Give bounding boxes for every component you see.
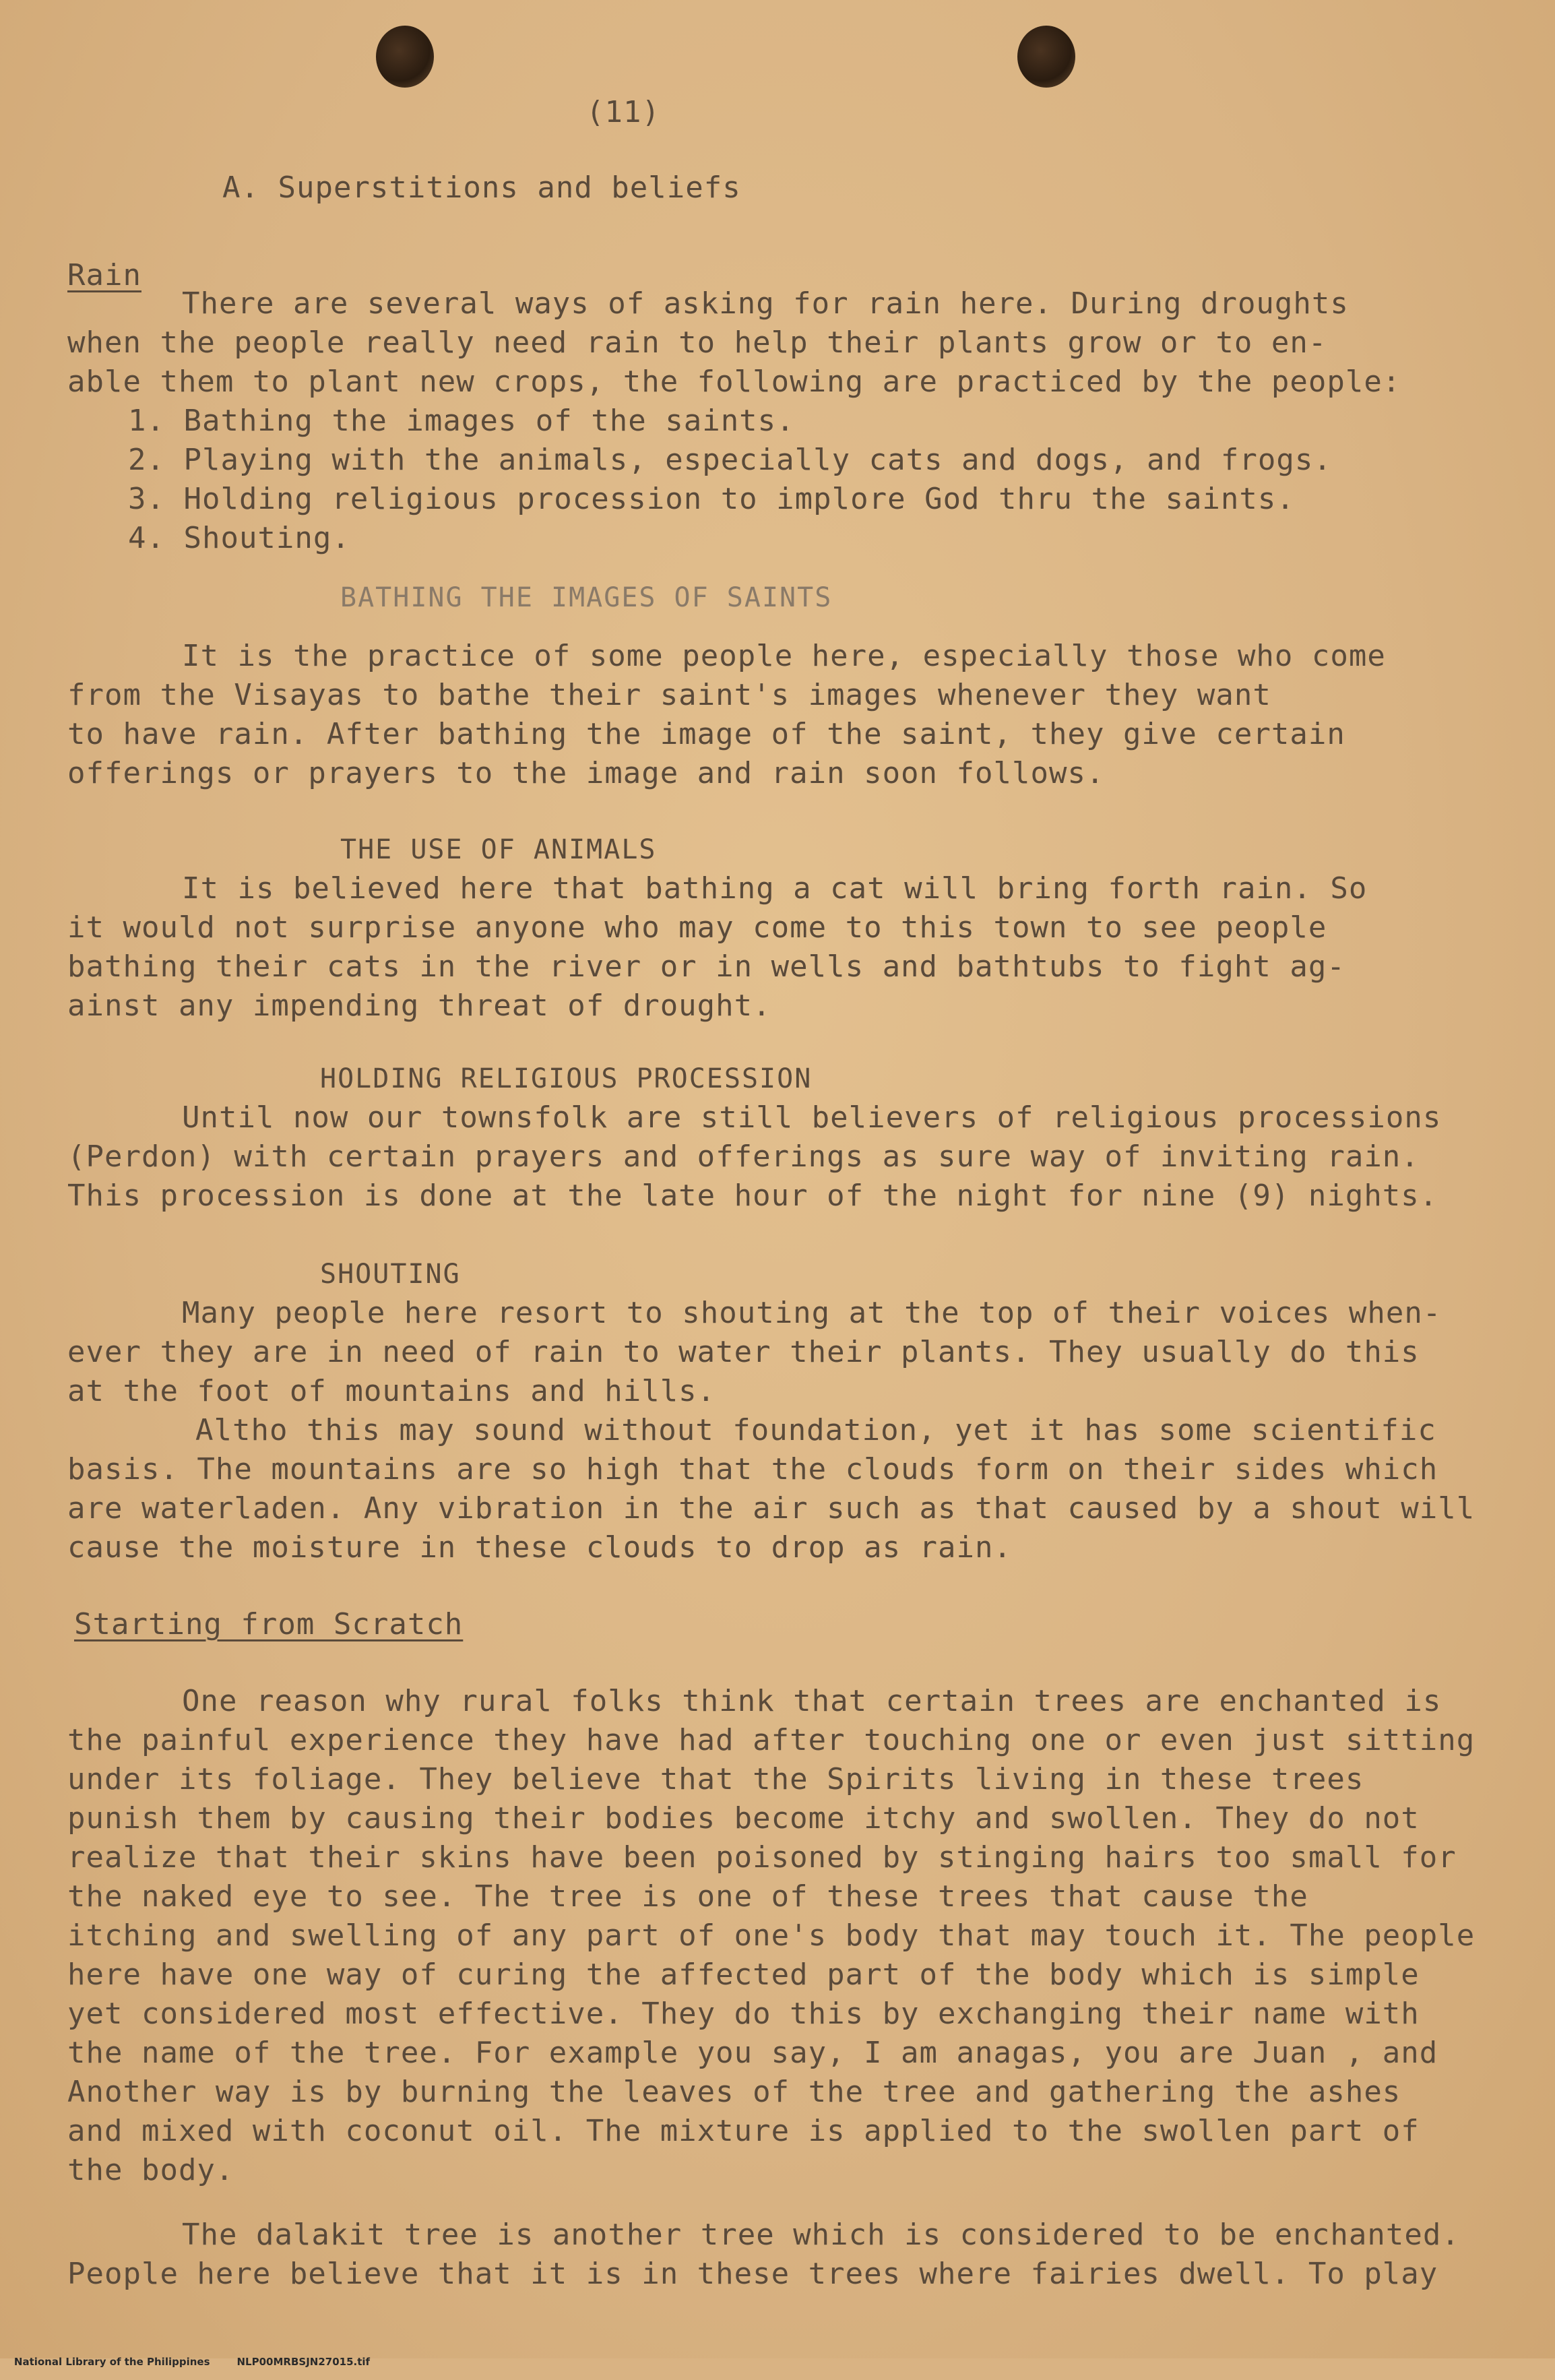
rain-list-item: 1. Bathing the images of the saints. — [128, 404, 795, 438]
rain-list-item: 4. Shouting. — [128, 521, 350, 555]
scratch-line: the name of the tree. For example you say, I am anagas, you are Juan , and — [67, 2036, 1438, 2070]
animals-line: ainst any impending threat of drought. — [67, 989, 771, 1023]
shouting-line: are waterladen. Any vibration in the air such as that caused by a shout will — [67, 1491, 1475, 1526]
animals-line: bathing their cats in the river or in wells and bathtubs to fight ag- — [67, 949, 1345, 984]
animals-heading: THE USE OF ANIMALS — [340, 834, 657, 865]
bathing-line: It is the practice of some people here, especially those who come — [182, 639, 1386, 673]
scratch-line: yet considered most effective. They do this by exchanging their name with — [67, 1997, 1420, 2031]
shouting-line: Many people here resort to shouting at the top of their voices when- — [182, 1296, 1442, 1330]
shouting-line: cause the moisture in these clouds to drop as rain. — [67, 1530, 1013, 1565]
scratch-line: Another way is by burning the leaves of the tree and gathering the ashes — [67, 2075, 1401, 2109]
rain-label: Rain — [67, 258, 141, 292]
animals-line: It is believed here that bathing a cat will bring forth rain. So — [182, 871, 1368, 906]
bathing-line: offerings or prayers to the image and rain soon follows. — [67, 756, 1105, 790]
scan-footer — [0, 2344, 397, 2380]
scratch-label: Starting from Scratch — [74, 1607, 464, 1641]
rain-list-item: 2. Playing with the animals, especially cats and dogs, and frogs. — [128, 443, 1332, 477]
scratch-line: itching and swelling of any part of one's body that may touch it. The people — [67, 1918, 1475, 1953]
scratch-line: The dalakit tree is another tree which is considered to be enchanted. — [182, 2218, 1460, 2252]
shouting-line: at the foot of mountains and hills. — [67, 1374, 716, 1408]
procession-heading: HOLDING RELIGIOUS PROCESSION — [320, 1063, 813, 1094]
bathing-line: from the Visayas to bathe their saint's images whenever they want — [67, 678, 1271, 712]
footer-file: NLP00MRBSJN27015.tif — [236, 2356, 371, 2368]
shouting-heading: SHOUTING — [320, 1259, 461, 1290]
rain-intro-line: able them to plant new crops, the following are practiced by the people: — [67, 365, 1401, 399]
scratch-line: the body. — [67, 2153, 234, 2187]
shouting-line: Altho this may sound without foundation, yet it has some scientific — [195, 1413, 1436, 1447]
scratch-line: punish them by causing their bodies become itchy and swollen. They do not — [67, 1801, 1420, 1836]
procession-line: Until now our townsfolk are still believers of religious processions — [182, 1100, 1442, 1135]
procession-line: This procession is done at the late hour of the night for nine (9) nights. — [67, 1179, 1438, 1213]
punch-hole-right-icon — [1017, 26, 1075, 88]
bathing-heading: BATHING THE IMAGES OF SAINTS — [340, 582, 833, 613]
shouting-line: basis. The mountains are so high that the clouds form on their sides which — [67, 1452, 1438, 1486]
scratch-line: realize that their skins have been poisoned by stinging hairs too small for — [67, 1840, 1457, 1875]
rain-intro-line: when the people really need rain to help their plants grow or to en- — [67, 325, 1327, 360]
scratch-line: One reason why rural folks think that certain trees are enchanted is — [182, 1684, 1442, 1718]
section-title: A. Superstitions and beliefs — [222, 170, 741, 205]
scratch-line: and mixed with coconut oil. The mixture is applied to the swollen part of — [67, 2114, 1420, 2148]
footer-library: National Library of the Philippines — [13, 2356, 210, 2368]
rain-intro-line: There are several ways of asking for rain here. During droughts — [182, 286, 1349, 321]
rain-list-item: 3. Holding religious procession to implore God thru the saints. — [128, 482, 1295, 516]
scratch-line: under its foliage. They believe that the Spirits living in these trees — [67, 1762, 1364, 1796]
animals-line: it would not surprise anyone who may come to this town to see people — [67, 910, 1327, 945]
bathing-line: to have rain. After bathing the image of the saint, they give certain — [67, 717, 1345, 751]
page-number: (11) — [586, 95, 660, 129]
scratch-line: People here believe that it is in these trees where fairies dwell. To play — [67, 2257, 1438, 2291]
scratch-line: the painful experience they have had after touching one or even just sitting — [67, 1723, 1475, 1757]
punch-hole-left-icon — [376, 26, 434, 88]
shouting-line: ever they are in need of rain to water their plants. They usually do this — [67, 1335, 1420, 1369]
scratch-line: here have one way of curing the affected part of the body which is simple — [67, 1958, 1420, 1992]
scratch-line: the naked eye to see. The tree is one of these trees that cause the — [67, 1879, 1308, 1914]
procession-line: (Perdon) with certain prayers and offerings as sure way of inviting rain. — [67, 1139, 1420, 1174]
